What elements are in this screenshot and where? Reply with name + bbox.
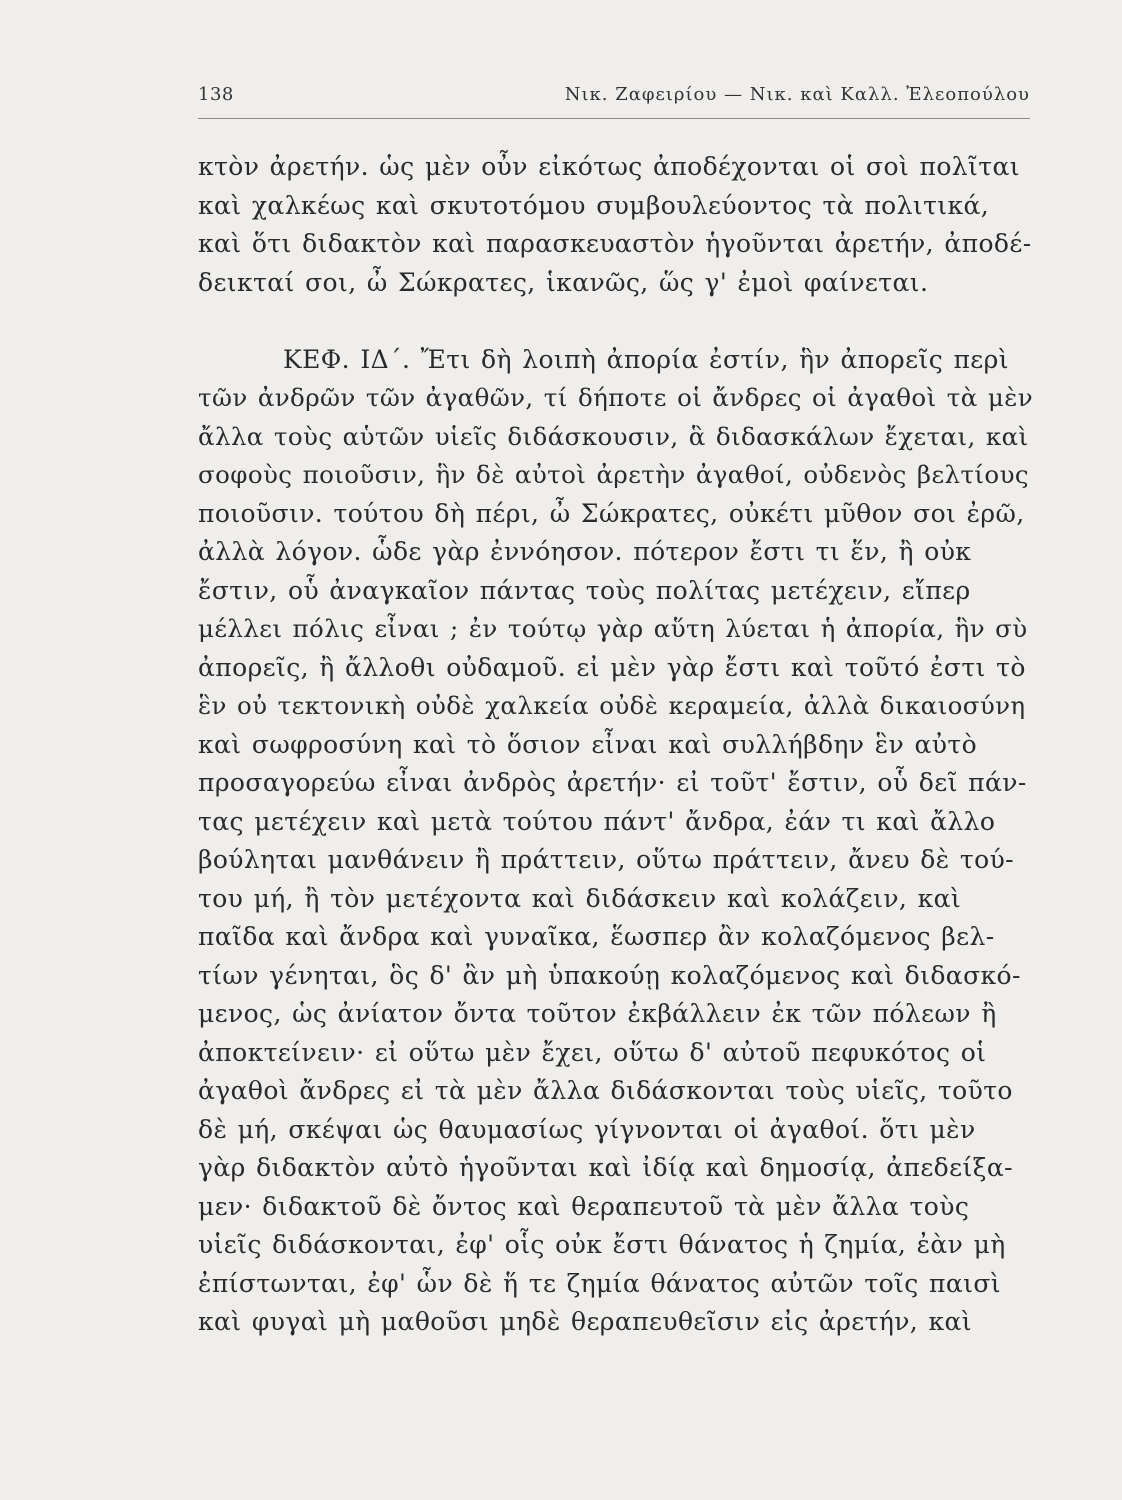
text-line: καὶ ὅτι διδακτὸν καὶ παρασκευαστὸν ἡγοῦνται ἀρετήν, ἀποδέ-	[198, 229, 1032, 258]
header-rule	[198, 118, 1030, 119]
text-line: καὶ χαλκέως καὶ σκυτοτόμου συμβουλεύοντος τὰ πολιτικά,	[198, 190, 990, 220]
text-line: σοφοὺς ποιοῦσιν, ἣν δὲ αὐτοὶ ἀρετὴν ἀγαθοί, οὐδενὸς βελτίους	[198, 460, 1029, 489]
page-header	[198, 84, 1030, 114]
text-line: μεν· διδακτοῦ δὲ ὄντος καὶ θεραπευτοῦ τὰ μὲν ἄλλα τοὺς	[198, 1191, 970, 1221]
text-line: ἀποκτείνειν· εἰ οὕτω μὲν ἔχει, οὕτω δ' αὐτοῦ πεφυκότος οἱ	[198, 1037, 987, 1067]
text-line: ἐπίστωνται, ἐφ' ὧν δὲ ἥ τε ζημία θάνατος αὐτῶν τοῖς παισὶ	[198, 1268, 1001, 1298]
text-line: του μή, ἢ τὸν μετέχοντα καὶ διδάσκειν καὶ κολάζειν, καὶ	[198, 883, 962, 913]
text-line: μενος, ὡς ἀνίατον ὄντα τοῦτον ἐκβάλλειν ἐκ τῶν πόλεων ἢ	[198, 999, 997, 1028]
text-line: δὲ μή, σκέψαι ὡς θαυμασίως γίγνονται οἱ ἀγαθοί. ὅτι μὲν	[198, 1114, 976, 1144]
text-line: ἀγαθοὶ ἄνδρες εἰ τὰ μὲν ἄλλα διδάσκονται τοὺς υἱεῖς, τοῦτο	[198, 1076, 1013, 1105]
text-line: παῖδα καὶ ἄνδρα καὶ γυναῖκα, ἕωσπερ ἂν κολαζόμενος βελ-	[198, 922, 995, 951]
paragraph-gap	[198, 302, 1036, 341]
text-line: ἀπορεῖς, ἢ ἄλλοθι οὐδαμοῦ. εἰ μὲν γὰρ ἔστι καὶ τοῦτό ἐστι τὸ	[198, 652, 1026, 682]
text-line: δεικταί σοι, ὦ Σώκρατες, ἱκανῶς, ὥς γ' ἐμοὶ φαίνεται.	[198, 267, 929, 297]
text-line: ἔστιν, οὗ ἀναγκαῖον πάντας τοὺς πολίτας μετέχειν, εἴπερ	[198, 575, 971, 605]
text-line: προσαγορεύω εἶναι ἀνδρὸς ἀρετήν· εἰ τοῦτ' ἔστιν, οὗ δεῖ πάν-	[198, 768, 1027, 797]
text-line: καὶ σωφροσύνη καὶ τὸ ὅσιον εἶναι καὶ συλλήβδην ἓν αὐτὸ	[198, 729, 978, 759]
running-head: Νικ. Ζαφειρίου — Νικ. καὶ Καλλ. Ἐλεοπούλου	[564, 84, 1030, 105]
text-line: καὶ φυγαὶ μὴ μαθοῦσι μηδὲ θεραπευθεῖσιν εἰς ἀρετήν, καὶ	[198, 1307, 973, 1336]
text-line: ἓν οὐ τεκτονικὴ οὐδὲ χαλκεία οὐδὲ κεραμεία, ἀλλὰ δικαιοσύνη	[198, 691, 1026, 720]
text-line: ἀλλὰ λόγον. ὧδε γὰρ ἐννόησον. πότερον ἔστι τι ἕν, ἢ οὐκ	[198, 537, 972, 566]
chapter-heading-line: ΚΕΦ. ΙΔ΄. Ἔτι δὴ λοιπὴ ἀπορία ἐστίν, ἣν ἀπορεῖς περὶ	[283, 344, 1009, 374]
text-line: τας μετέχειν καὶ μετὰ τούτου πάντ' ἄνδρα, ἐάν τι καὶ ἄλλο	[198, 806, 996, 836]
text-line: ἄλλα τοὺς αὑτῶν υἱεῖς διδάσκουσιν, ἃ διδασκάλων ἔχεται, καὶ	[198, 421, 1029, 451]
text-line: τίων γένηται, ὃς δ' ἂν μὴ ὑπακούῃ κολαζόμενος καὶ διδασκό-	[198, 960, 1021, 990]
text-line: ποιοῦσιν. τούτου δὴ πέρι, ὦ Σώκρατες, οὐκέτι μῦθον σοι ἐρῶ,	[198, 498, 1025, 528]
text-line: μέλλει πόλις εἶναι ; ἐν τούτῳ γὰρ αὕτη λύεται ἡ ἀπορία, ἣν σὺ	[198, 614, 1028, 643]
text-line: κτὸν ἀρετήν. ὡς μὲν οὖν εἰκότως ἀποδέχονται οἱ σοὶ πολῖται	[198, 152, 1020, 181]
text-line: βούληται μανθάνειν ἢ πράττειν, οὕτω πράττειν, ἄνευ δὲ τού-	[198, 845, 1015, 874]
body-text	[198, 148, 1036, 1342]
text-line: υἱεῖς διδάσκονται, ἐφ' οἷς οὐκ ἔστι θάνατος ἡ ζημία, ἐὰν μὴ	[198, 1230, 1006, 1259]
text-line: γὰρ διδακτὸν αὐτὸ ἡγοῦνται καὶ ἰδίᾳ καὶ δημοσίᾳ, ἀπεδείξα-	[198, 1153, 1013, 1182]
text-line: τῶν ἀνδρῶν τῶν ἀγαθῶν, τί δήποτε οἱ ἄνδρες οἱ ἀγαθοὶ τὰ μὲν	[198, 383, 1034, 412]
page-number: 138	[198, 84, 234, 105]
